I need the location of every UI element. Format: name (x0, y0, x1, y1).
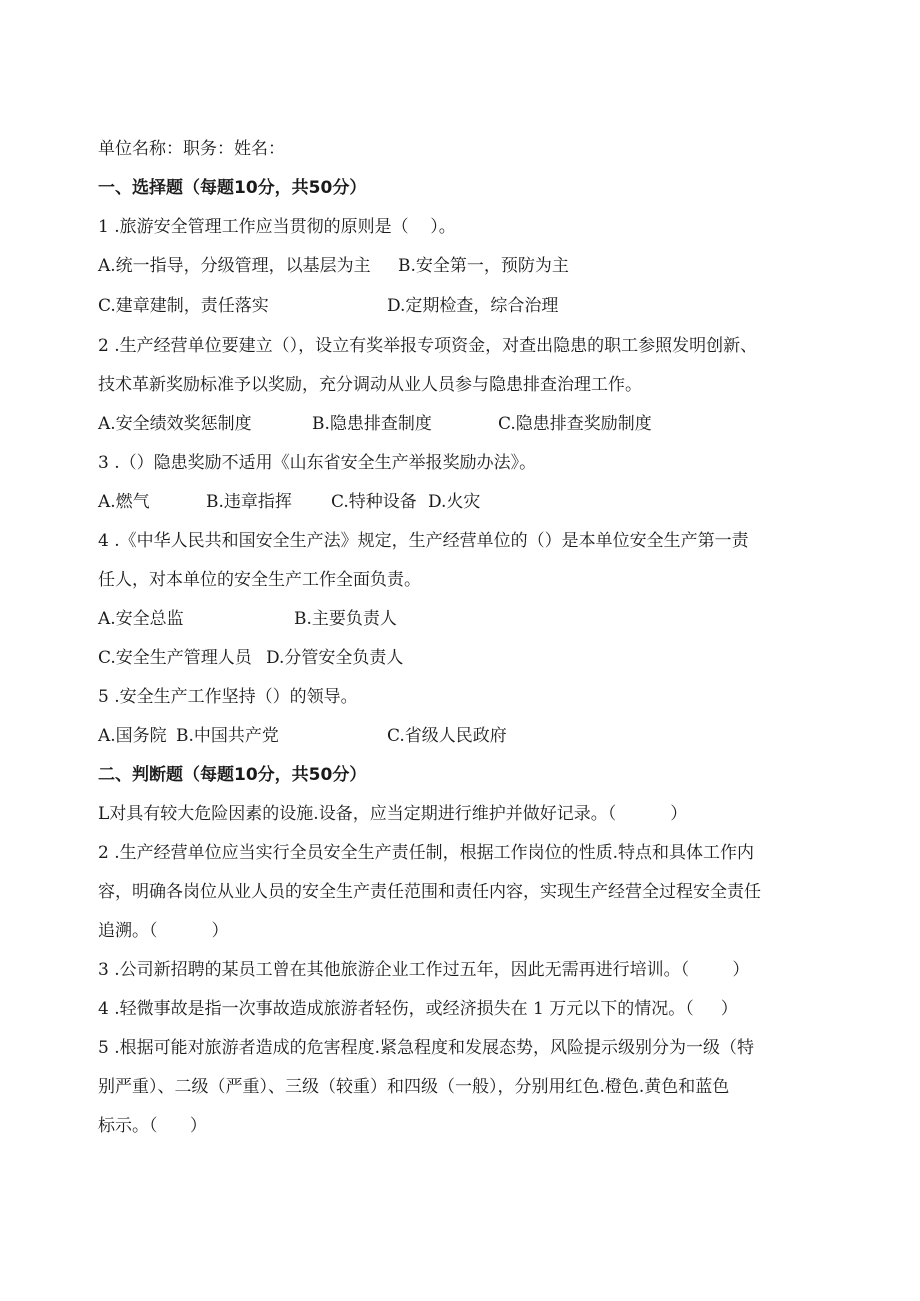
question-3-option-c: C.特种设备 (331, 492, 417, 512)
question-4-option-b: B.主要负责人 (294, 609, 397, 629)
question-5-text: 5 .安全生产工作坚持（）的领导。 (98, 687, 358, 707)
judgment-4-text: 4 .轻微事故是指一次事故造成旅游者轻伤，或经济损失在 1 万元以下的情况。（ ） (98, 999, 738, 1019)
question-1-option-d: D.定期检查，综合治理 (387, 296, 559, 316)
question-3-option-a: A.燃气 (98, 492, 150, 512)
question-2-option-b: B.隐患排查制度 (312, 414, 432, 434)
judgment-3-text: 3 .公司新招聘的某员工曾在其他旅游企业工作过五年，因此无需再进行培训。（ ） (98, 960, 750, 980)
header-info-line: 单位名称：职务：姓名： (98, 139, 285, 159)
judgment-5-line-2: 别严重）、二级（严重）、三级（较重）和四级（一般），分别用红色.橙色.黄色和蓝色 (98, 1077, 730, 1097)
question-4-option-a: A.安全总监 (98, 609, 184, 629)
section1-title: 一、选择题（每题10分，共50分） (98, 178, 367, 198)
question-3-text: 3 .（）隐患奖励不适用《山东省安全生产举报奖励办法》。 (98, 453, 537, 473)
question-2-line-1: 2 .生产经营单位要建立（），设立有奖举报专项资金，对查出隐患的职工参照发明创新、 (98, 336, 758, 356)
question-3-option-d: D.火灾 (428, 492, 481, 512)
question-1-text: 1 .旅游安全管理工作应当贯彻的原则是（ ）。 (98, 217, 456, 237)
question-1-option-c: C.建章建制，责任落实 (98, 296, 269, 316)
question-4-option-c: C.安全生产管理人员 (98, 648, 252, 668)
question-2-line-2: 技术革新奖励标准予以奖励，充分调动从业人员参与隐患排查治理工作。 (98, 375, 642, 395)
judgment-5-line-3: 标示。（ ） (98, 1116, 207, 1136)
judgment-2-line-3: 追溯。（ ） (98, 921, 229, 941)
question-4-option-d: D.分管安全负责人 (266, 648, 404, 668)
question-2-option-c: C.隐患排查奖励制度 (498, 414, 652, 434)
question-1-option-b: B.安全第一，预防为主 (398, 256, 569, 276)
question-5-option-c: C.省级人民政府 (387, 726, 507, 746)
judgment-5-line-1: 5 .根据可能对旅游者造成的危害程度.紧急程度和发展态势，风险提示级别分为一级（特 (98, 1038, 755, 1058)
question-4-line-1: 4 .《中华人民共和国安全生产法》规定，生产经营单位的（）是本单位安全生产第一责 (98, 531, 749, 551)
question-3-option-b: B.违章指挥 (206, 492, 292, 512)
question-5-option-a: A.国务院 (98, 726, 167, 746)
question-2-option-a: A.安全绩效奖惩制度 (98, 414, 252, 434)
question-5-option-b: B.中国共产党 (176, 726, 279, 746)
judgment-2-line-2: 容，明确各岗位从业人员的安全生产责任范围和责任内容，实现生产经营全过程安全责任 (98, 882, 761, 902)
question-1-option-a: A.统一指导，分级管理，以基层为主 (98, 256, 371, 276)
judgment-2-line-1: 2 .生产经营单位应当实行全员安全生产责任制，根据工作岗位的性质.特点和具体工作内 (98, 843, 755, 863)
judgment-1-text: L对具有较大危险因素的设施.设备，应当定期进行维护并做好记录。（ ） (98, 804, 688, 824)
section2-title: 二、判断题（每题10分，共50分） (98, 765, 367, 785)
question-4-line-2: 任人，对本单位的安全生产工作全面负责。 (98, 570, 421, 590)
